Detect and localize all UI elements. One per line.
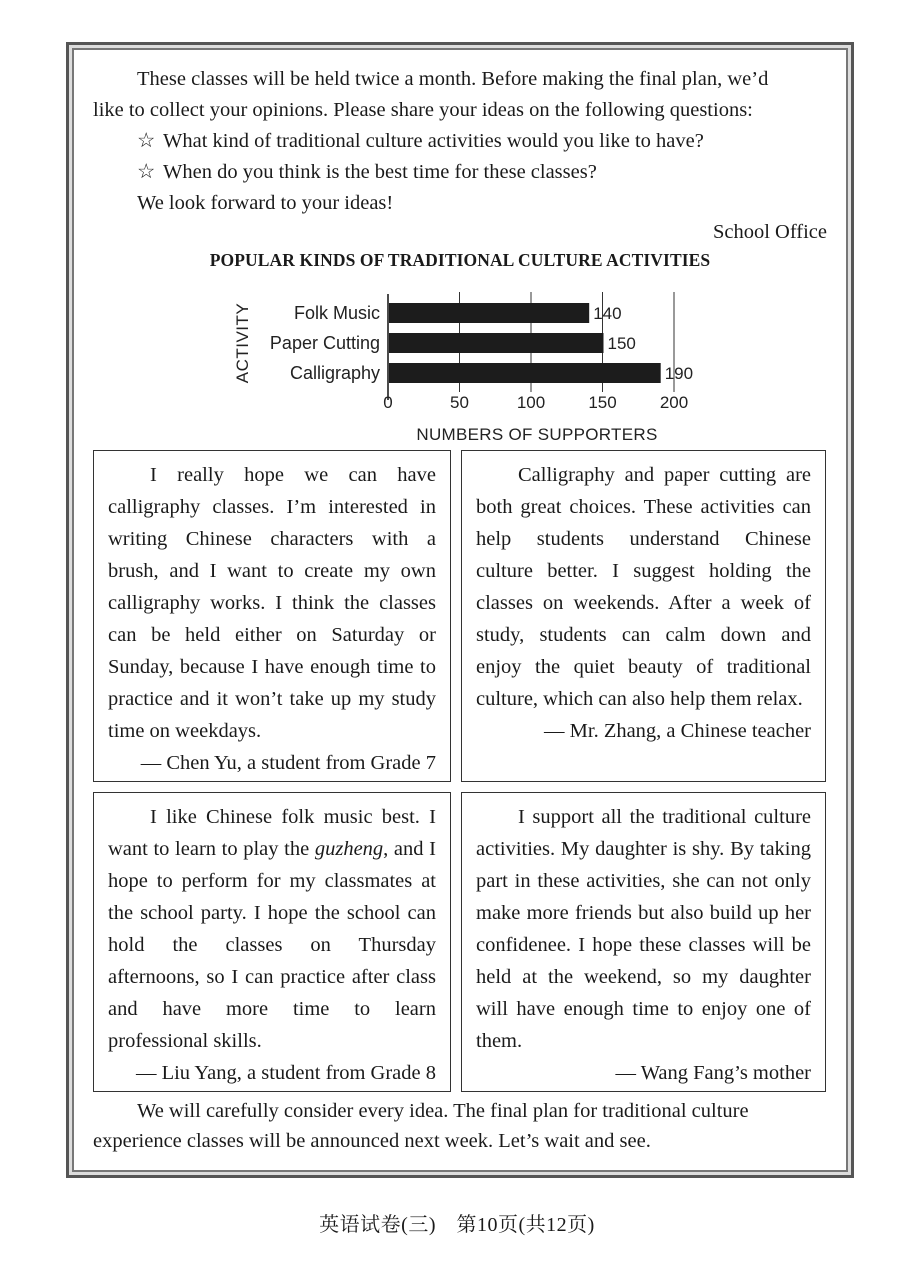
bar — [389, 333, 604, 353]
bar — [389, 363, 661, 383]
opinion-text: Calligraphy and paper cutting are both great choices. These activities can help students understand Chinese culture better. I suggest holding the classes on weekends. After a week of study, students can calm down and enjoy the quiet beauty of traditional culture, which can also help them relax. — [476, 464, 811, 710]
tick-label: 0 — [383, 393, 393, 412]
tick-label: 150 — [588, 393, 617, 412]
opinion-author: — Liu Yang, a student from Grade 8 — [135, 1062, 436, 1084]
question-1-text: What kind of traditional culture activities would you like to have? — [163, 130, 704, 152]
opinion-text-part: , and I hope to perform for my classmates at the school party. I hope the school can hold the classes on Thursday afternoons, so I can practice after class and have more time to learn professional skills. — [108, 838, 436, 1052]
category-label: Calligraphy — [289, 363, 380, 383]
value-label: 150 — [607, 334, 636, 353]
opinion-box-chen-yu — [93, 450, 451, 782]
opinion-box-wang-fang-mother — [461, 792, 826, 1092]
intro-line-2: like to collect your opinions. Please share your ideas on the following questions: — [93, 99, 753, 121]
opinion-author: — Chen Yu, a student from Grade 7 — [140, 752, 436, 774]
opinion-author: — Mr. Zhang, a Chinese teacher — [544, 720, 811, 742]
tick-label: 200 — [659, 393, 689, 412]
star-outline-icon: ☆ — [137, 130, 156, 152]
opinion-text: I really hope we can have calligraphy classes. I’m interested in writing Chinese characters with a brush, and I want to create my own calligraphy works. I think the classes can be held either on Saturday or Sunday, because I have enough time to practice and it won’t take up my study time on weekdays. — [108, 464, 436, 742]
bar-chart — [0, 0, 914, 460]
opinion-text — [108, 801, 436, 1057]
intro-closing: We look forward to your ideas! — [137, 192, 394, 214]
category-label: Paper Cutting — [269, 333, 380, 353]
y-axis-title: ACTIVITY — [233, 302, 252, 384]
star-outline-icon: ☆ — [137, 161, 156, 183]
opinion-box-liu-yang — [93, 792, 451, 1092]
tick-label: 50 — [450, 393, 469, 412]
outro-line-2: experience classes will be announced next week. Let’s wait and see. — [93, 1130, 651, 1152]
chart-title: POPULAR KINDS OF TRADITIONAL CULTURE ACTIVITIES — [209, 250, 711, 270]
tick-label: 100 — [516, 393, 546, 412]
value-label: 140 — [593, 304, 622, 323]
bar — [389, 303, 589, 323]
page-footer: 英语试卷(三) 第10页(共12页) — [319, 1214, 595, 1236]
opinion-text: I support all the traditional culture activities. My daughter is shy. By taking part in these activities, she can not only make more friends but also build up her confidenee. I hope these classes will be held at the weekend, so my daughter will have enough time to enjoy one of them. — [476, 806, 811, 1052]
intro-signature: School Office — [712, 221, 827, 243]
x-axis-title: NUMBERS OF SUPPORTERS — [416, 425, 658, 444]
opinion-box-mr-zhang — [461, 450, 826, 782]
question-2-text: When do you think is the best time for these classes? — [163, 161, 597, 183]
opinion-text-part: I like Chinese folk music best. I want to learn to play the — [108, 806, 436, 860]
opinion-author: — Wang Fang’s mother — [615, 1062, 811, 1084]
guzheng-term: guzheng — [314, 838, 384, 860]
outro-line-1: We will carefully consider every idea. The final plan for traditional culture — [137, 1100, 749, 1122]
value-label: 190 — [664, 364, 694, 383]
category-label: Folk Music — [293, 303, 380, 323]
intro-line-1: These classes will be held twice a month. Before making the final plan, we’d — [137, 68, 769, 90]
